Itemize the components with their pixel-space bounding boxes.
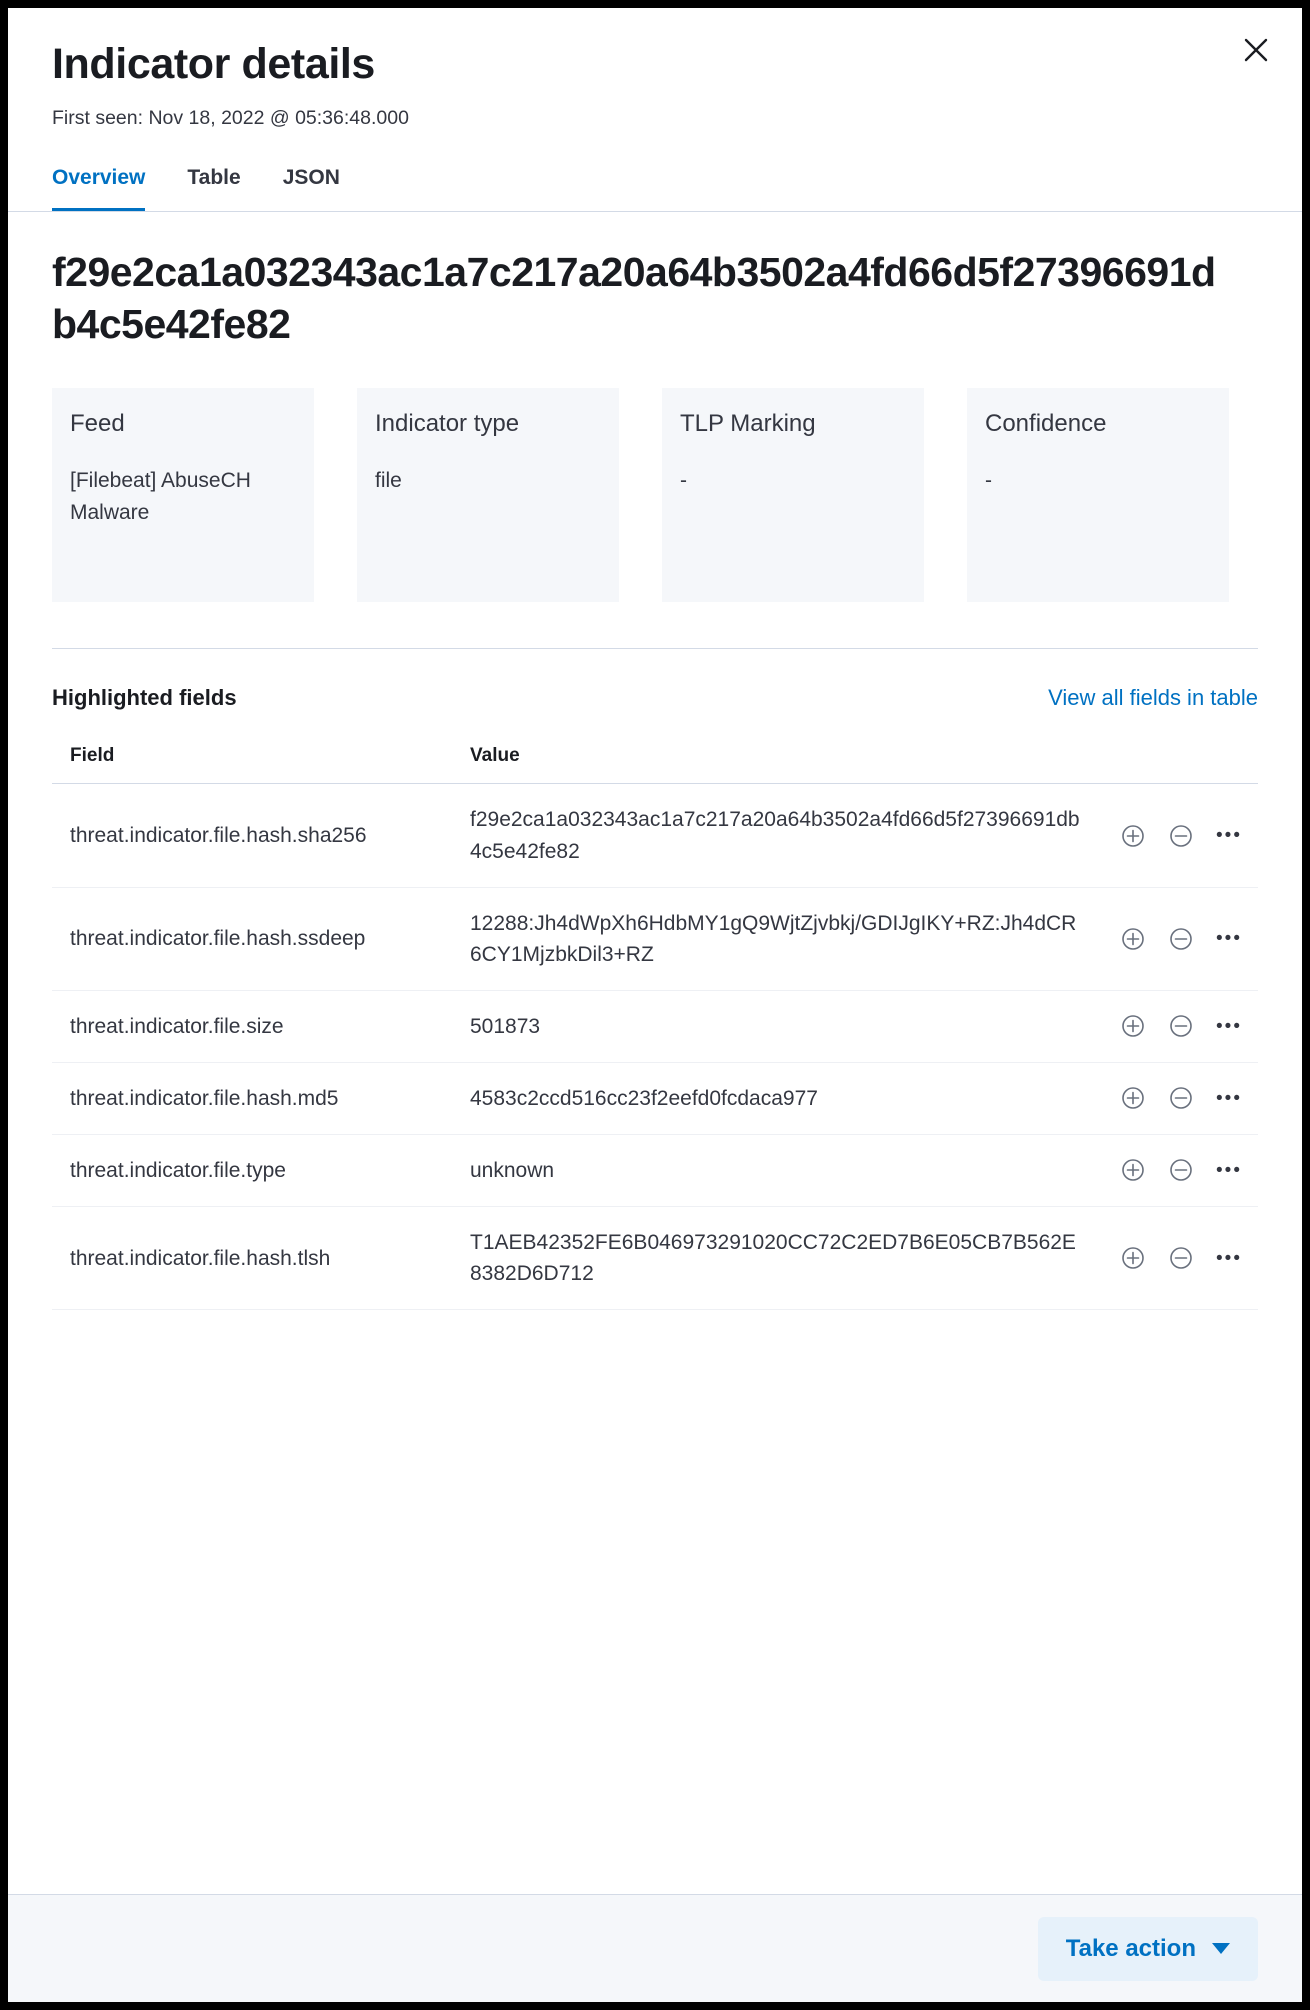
table-row bbox=[52, 1062, 1258, 1134]
filter-for-value-icon[interactable] bbox=[1120, 1157, 1146, 1183]
more-actions-icon[interactable] bbox=[1216, 926, 1242, 952]
filter-out-value-icon[interactable] bbox=[1168, 926, 1194, 952]
flyout-header bbox=[8, 8, 1302, 212]
row-actions-cell bbox=[1092, 1134, 1258, 1206]
more-actions-glyph: ••• bbox=[1216, 1087, 1242, 1109]
close-icon[interactable] bbox=[1236, 30, 1276, 70]
tab-table[interactable]: Table bbox=[187, 166, 240, 211]
column-header-field: Field bbox=[52, 745, 452, 784]
take-action-button[interactable] bbox=[1038, 1917, 1258, 1981]
tab-json[interactable]: JSON bbox=[283, 166, 340, 211]
field-name: threat.indicator.file.hash.md5 bbox=[52, 1062, 452, 1134]
field-value: T1AEB42352FE6B046973291020CC72C2ED7B6E05CB7B562E8382D6D712 bbox=[452, 1206, 1092, 1309]
table-row bbox=[52, 990, 1258, 1062]
filter-out-value-icon[interactable] bbox=[1168, 1013, 1194, 1039]
summary-card-label: TLP Marking bbox=[680, 410, 816, 438]
row-actions-cell bbox=[1092, 1206, 1258, 1309]
row-actions-cell bbox=[1092, 990, 1258, 1062]
filter-for-value-icon[interactable] bbox=[1120, 1013, 1146, 1039]
filter-for-value-icon[interactable] bbox=[1120, 823, 1146, 849]
filter-for-value-icon[interactable] bbox=[1120, 926, 1146, 952]
field-value: 4583c2ccd516cc23f2eefd0fcdaca977 bbox=[452, 1062, 1092, 1134]
field-name: threat.indicator.file.hash.tlsh bbox=[52, 1206, 452, 1309]
summary-card-label: Feed bbox=[70, 410, 125, 438]
filter-out-value-icon[interactable] bbox=[1168, 1245, 1194, 1271]
field-value: unknown bbox=[452, 1134, 1092, 1206]
field-name: threat.indicator.file.hash.ssdeep bbox=[52, 887, 452, 990]
chevron-down-icon bbox=[1212, 1943, 1230, 1954]
summary-card-feed bbox=[52, 388, 314, 602]
column-header-value: Value bbox=[452, 745, 1092, 784]
table-row bbox=[52, 1206, 1258, 1309]
field-value: f29e2ca1a032343ac1a7c217a20a64b3502a4fd66d5f27396691db4c5e42fe82 bbox=[452, 784, 1092, 887]
more-actions-icon[interactable] bbox=[1216, 1085, 1242, 1111]
highlighted-fields-table bbox=[52, 745, 1258, 1310]
section-divider bbox=[52, 648, 1258, 649]
indicator-hash-heading: f29e2ca1a032343ac1a7c217a20a64b3502a4fd66d5f27396691db4c5e42fe82 bbox=[52, 248, 1216, 347]
field-value: 501873 bbox=[452, 990, 1092, 1062]
tab-overview[interactable]: Overview bbox=[52, 166, 145, 211]
summary-card-label: Indicator type bbox=[375, 410, 520, 438]
column-header-actions bbox=[1092, 745, 1258, 784]
row-actions-cell bbox=[1092, 887, 1258, 990]
summary-card-confidence bbox=[967, 388, 1229, 602]
table-row bbox=[52, 887, 1258, 990]
more-actions-glyph: ••• bbox=[1216, 1247, 1242, 1269]
filter-out-value-icon[interactable] bbox=[1168, 823, 1194, 849]
field-name: threat.indicator.file.size bbox=[52, 990, 452, 1062]
flyout-footer bbox=[8, 1894, 1302, 2002]
flyout-body bbox=[8, 212, 1302, 1895]
summary-card-value: file bbox=[375, 469, 402, 493]
more-actions-icon[interactable] bbox=[1216, 823, 1242, 849]
filter-for-value-icon[interactable] bbox=[1120, 1085, 1146, 1111]
view-all-fields-link[interactable]: View all fields in table bbox=[1048, 685, 1258, 711]
row-actions-cell bbox=[1092, 1062, 1258, 1134]
summary-card-tlp-marking bbox=[662, 388, 924, 602]
summary-card-value: [Filebeat] AbuseCH Malware bbox=[70, 469, 251, 524]
summary-cards bbox=[52, 388, 1258, 602]
row-actions-cell bbox=[1092, 784, 1258, 887]
more-actions-icon[interactable] bbox=[1216, 1245, 1242, 1271]
indicator-details-flyout bbox=[8, 8, 1302, 2002]
more-actions-glyph: ••• bbox=[1216, 928, 1242, 950]
more-actions-glyph: ••• bbox=[1216, 825, 1242, 847]
field-name: threat.indicator.file.type bbox=[52, 1134, 452, 1206]
summary-card-label: Confidence bbox=[985, 410, 1107, 438]
more-actions-icon[interactable] bbox=[1216, 1013, 1242, 1039]
more-actions-glyph: ••• bbox=[1216, 1159, 1242, 1181]
filter-out-value-icon[interactable] bbox=[1168, 1157, 1194, 1183]
section-title: Highlighted fields bbox=[52, 685, 237, 711]
summary-card-value: - bbox=[680, 469, 687, 493]
summary-card-value: - bbox=[985, 469, 992, 493]
page-title: Indicator details bbox=[52, 40, 375, 88]
table-row bbox=[52, 1134, 1258, 1206]
filter-for-value-icon[interactable] bbox=[1120, 1245, 1146, 1271]
table-header-row bbox=[52, 745, 1258, 784]
summary-card-indicator-type bbox=[357, 388, 619, 602]
field-value: 12288:Jh4dWpXh6HdbMY1gQ9WjtZjvbkj/GDIJgIKY+RZ:Jh4dCR6CY1MjzbkDil3+RZ bbox=[452, 887, 1092, 990]
more-actions-glyph: ••• bbox=[1216, 1015, 1242, 1037]
field-name: threat.indicator.file.hash.sha256 bbox=[52, 784, 452, 887]
table-row bbox=[52, 784, 1258, 887]
filter-out-value-icon[interactable] bbox=[1168, 1085, 1194, 1111]
more-actions-icon[interactable] bbox=[1216, 1157, 1242, 1183]
tab-bar bbox=[52, 166, 1258, 211]
first-seen-text: First seen: Nov 18, 2022 @ 05:36:48.000 bbox=[52, 107, 409, 130]
highlighted-fields-header bbox=[52, 685, 1258, 711]
take-action-label: Take action bbox=[1065, 1934, 1196, 1962]
